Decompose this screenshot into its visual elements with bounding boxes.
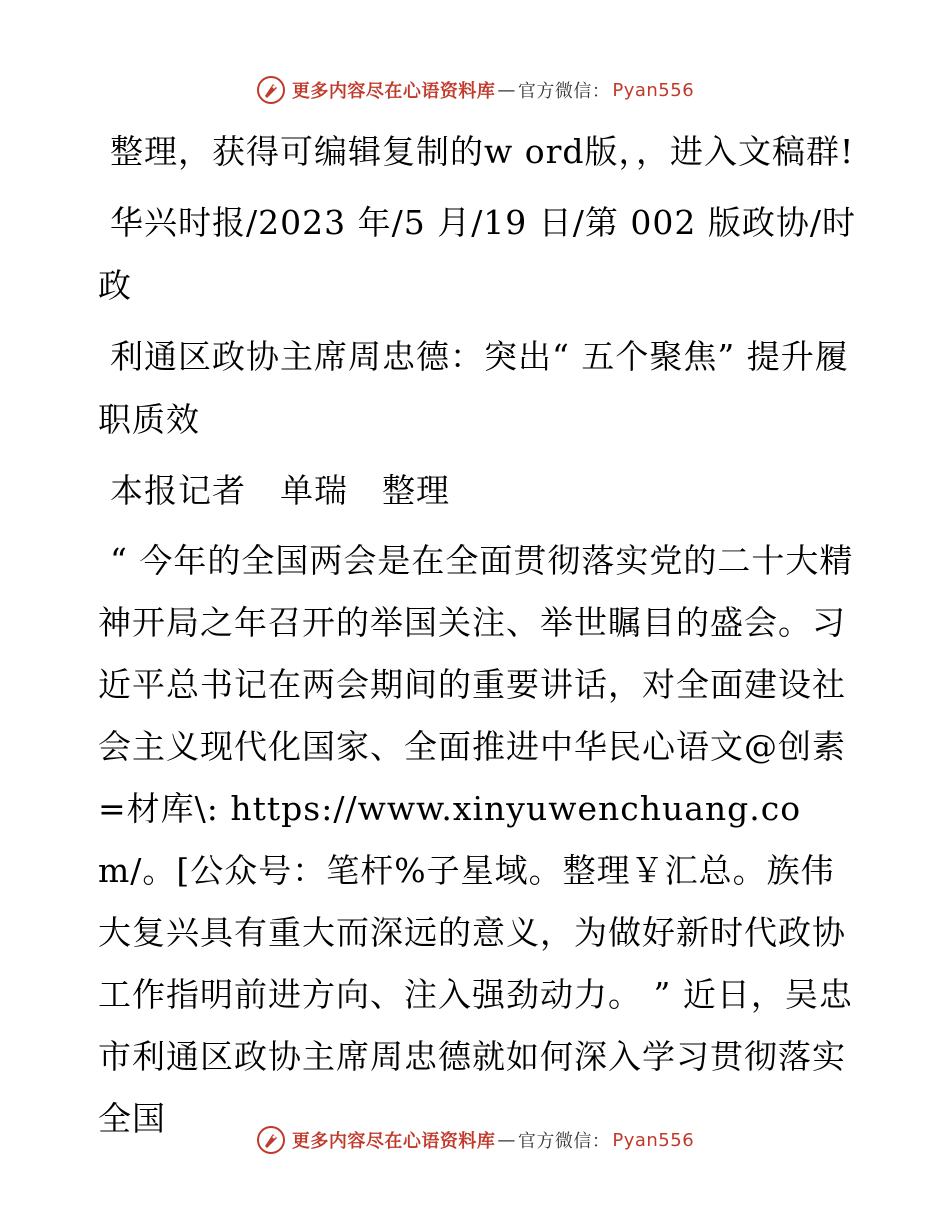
intro-note: 整理，获得可编辑复制的w ord版，，进入文稿群! <box>110 132 855 171</box>
document-body <box>98 120 858 1158</box>
footer-watermark-banner <box>0 1120 950 1160</box>
banner-wechat-id: Pyan556 <box>612 79 695 101</box>
source-line: 华兴时报/2023 年/5 月/19 日/第 002 版政协/时政 <box>98 203 856 305</box>
pen-nib-icon <box>256 75 286 105</box>
article-paragraph: “ 今年的全国两会是在全面贯彻落实党的二十大精神开局之年召开的举国关注、举世瞩目的盛会。习近平总书记在两会期间的重要讲话，对全面建设社会主义现代化国家、全面推进中华民心语文@创素=材库\: https://www.xinyuwenchuang.com/。[公众号：笔杆%子星域。整理￥汇总。族伟大复兴具有重大而深远的意义，为做好新时代政协工作指明前进方向、注入强劲动力。 ” 近日，吴忠市利通区政协主席周忠德就如何深入学习贯彻落实全国 <box>98 541 854 1138</box>
banner-site-name: 更多内容尽在心语资料库 <box>291 81 496 102</box>
header-watermark-banner <box>0 70 950 110</box>
pen-nib-icon <box>256 1125 286 1155</box>
banner-separator: — <box>497 1129 516 1151</box>
banner-wechat-label: 官方微信： <box>517 81 611 102</box>
banner-site-name: 更多内容尽在心语资料库 <box>291 1131 496 1152</box>
banner-wechat-id: Pyan556 <box>612 1129 695 1151</box>
banner-wechat-label: 官方微信： <box>517 1131 611 1152</box>
article-title: 利通区政协主席周忠德：突出“ 五个聚焦” 提升履职质效 <box>98 337 849 439</box>
byline: 本报记者 单瑞 整理 <box>110 471 450 510</box>
banner-separator: — <box>497 79 516 101</box>
